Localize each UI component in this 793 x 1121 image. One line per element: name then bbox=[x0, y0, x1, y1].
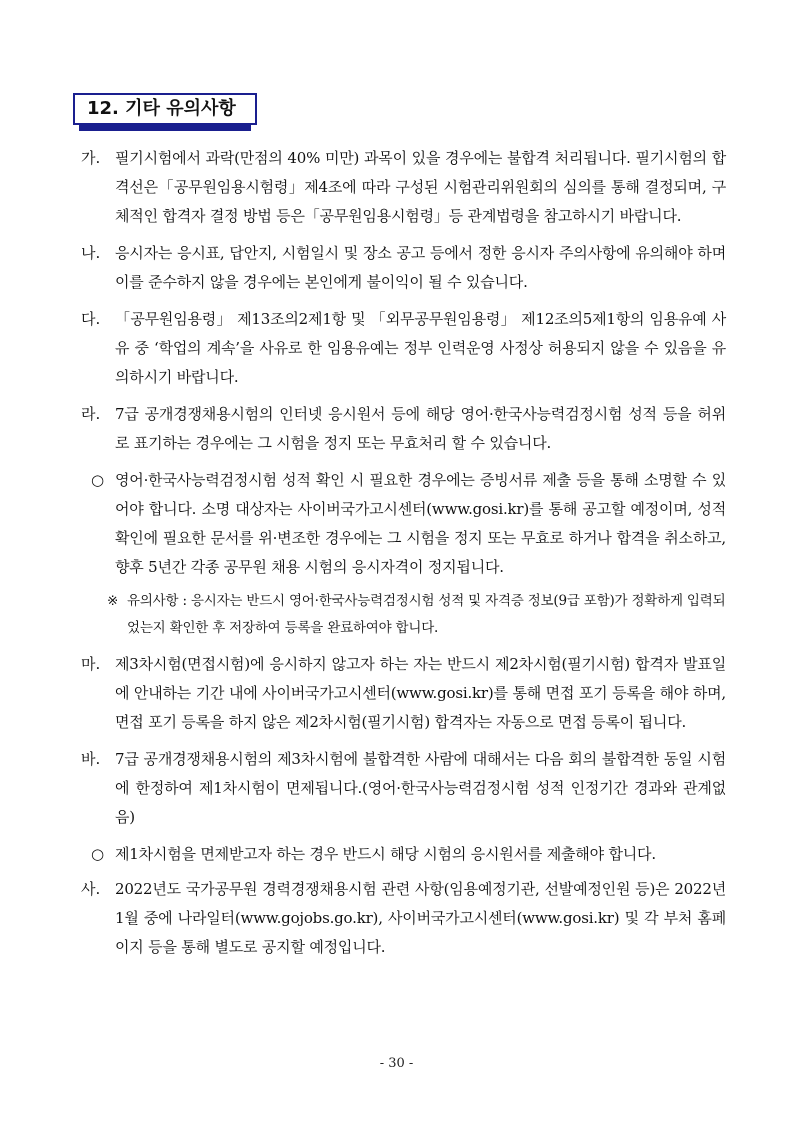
bullet-marker: ○ bbox=[91, 471, 105, 489]
section-title: 12. 기타 유의사항 bbox=[73, 93, 257, 125]
note-marker: ※ bbox=[107, 593, 119, 609]
item-text: 제3차시험(면접시험)에 응시하지 않고자 하는 자는 반드시 제2차시험(필기시험) 합격자 발표일에 안내하는 기간 내에 사이버국가고시센터(www.gosi.kr)를 통해 면접 포기 등록을 해야 하며, 면접 포기 등록을 하지 않은 제2차시험(필기시험) 합격자는 자동으로 면접 등록이 됩니다. bbox=[115, 655, 726, 731]
bullet-item bbox=[81, 466, 726, 582]
bullet-text: 영어·한국사능력검정시험 성적 확인 시 필요한 경우에는 증빙서류 제출 등을 통해 소명할 수 있어야 합니다. 소명 대상자는 사이버국가고시센터(www.gosi.kr)를 통해 공고할 예정이며, 성적 확인에 필요한 문서를 위·변조한 경우에는 그 시험을 정지 또는 무효로 하거나 합격을 취소하고, 향후 5년간 각종 공무원 채용 시험의 응시자격이 정지됩니다. bbox=[115, 471, 726, 576]
item-text: 7급 공개경쟁채용시험의 인터넷 응시원서 등에 해당 영어·한국사능력검정시험 성적 등을 허위로 표기하는 경우에는 그 시험을 정지 또는 무효처리 할 수 있습니다. bbox=[115, 405, 726, 452]
item-text: 2022년도 국가공무원 경력경쟁채용시험 관련 사항(임용예정기관, 선발예정인원 등)은 2022년 1월 중에 나라일터(www.gojobs.go.kr), 사이버국가고시센터(www.gosi.kr) 및 각 부처 홈페이지 등을 통해 별도로 공지할 예정입니다. bbox=[115, 880, 726, 956]
list-item bbox=[81, 239, 726, 297]
bullet-text: 제1차시험을 면제받고자 하는 경우 반드시 해당 시험의 응시원서를 제출해야 합니다. bbox=[115, 845, 656, 863]
list-item bbox=[81, 650, 726, 737]
note-text: 유의사항 : 응시자는 반드시 영어·한국사능력검정시험 성적 및 자격증 정보(9급 포함)가 정확하게 입력되었는지 확인한 후 저장하여 등록을 완료하여야 합니다. bbox=[127, 593, 726, 636]
list-item bbox=[81, 144, 726, 231]
section-title-box bbox=[73, 93, 257, 125]
item-text: 필기시험에서 과락(만점의 40% 미만) 과목이 있을 경우에는 불합격 처리됩니다. 필기시험의 합격선은「공무원임용시험령」제4조에 따라 구성된 시험관리위원회의 심의를 통해 결정되며, 구체적인 합격자 결정 방법 등은「공무원임용시험령」등 관계법령을 참고하시기 바랍니다. bbox=[115, 149, 726, 225]
list-item bbox=[81, 400, 726, 458]
list-item bbox=[81, 745, 726, 832]
document-body bbox=[81, 144, 726, 970]
item-text: 응시자는 응시표, 답안지, 시험일시 및 장소 공고 등에서 정한 응시자 주의사항에 유의해야 하며 이를 준수하지 않을 경우에는 본인에게 불이익이 될 수 있습니다. bbox=[115, 244, 726, 291]
item-marker: 가. bbox=[81, 149, 101, 167]
page-number: - 30 - bbox=[379, 1056, 414, 1071]
item-text: 「공무원임용령」 제13조의2제1항 및 「외무공무원임용령」 제12조의5제1항의 임용유예 사유 중 ‘학업의 계속’을 사유로 한 임용유예는 정부 인력운영 사정상 허용되지 않을 수 있음을 유의하시기 바랍니다. bbox=[115, 310, 726, 386]
item-marker: 바. bbox=[81, 750, 101, 768]
item-text: 7급 공개경쟁채용시험의 제3차시험에 불합격한 사람에 대해서는 다음 회의 불합격한 동일 시험에 한정하여 제1차시험이 면제됩니다.(영어·한국사능력검정시험 성적 인정기간 경과와 관계없음) bbox=[115, 750, 726, 826]
item-marker: 사. bbox=[81, 880, 101, 898]
list-item bbox=[81, 305, 726, 392]
bullet-item bbox=[81, 840, 726, 869]
bullet-marker: ○ bbox=[91, 845, 105, 863]
note-item bbox=[81, 588, 726, 642]
list-item bbox=[81, 875, 726, 962]
item-marker: 라. bbox=[81, 405, 101, 423]
item-marker: 다. bbox=[81, 310, 101, 328]
item-marker: 마. bbox=[81, 655, 101, 673]
item-marker: 나. bbox=[81, 244, 101, 262]
